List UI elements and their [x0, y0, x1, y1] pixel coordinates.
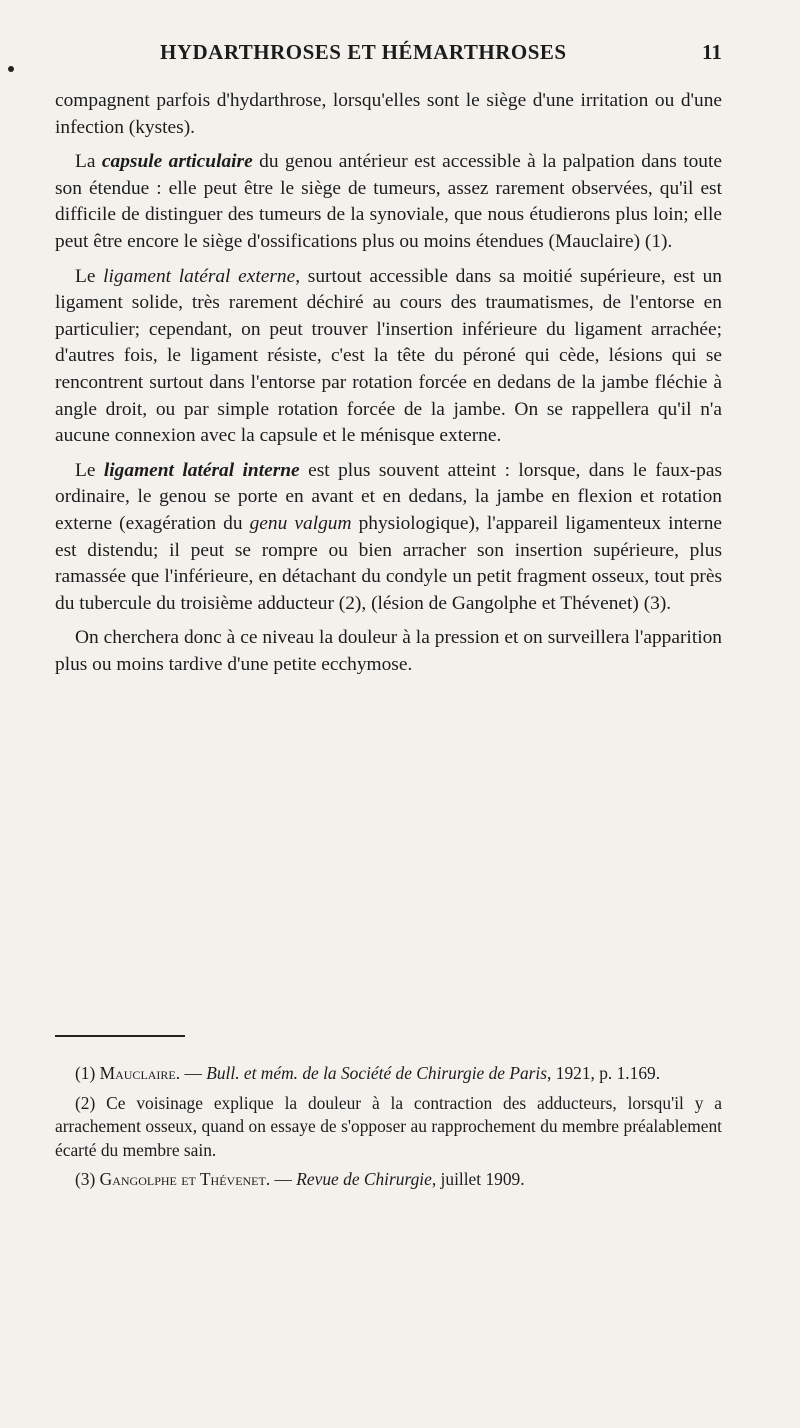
running-head: [0, 40, 800, 70]
footnote-3-author: Gangolphe et Thévenet.: [99, 1169, 271, 1189]
paragraph-2-lead: La: [75, 151, 102, 173]
footnote-3-ref: , juillet 1909.: [431, 1169, 525, 1189]
paragraph-2: [55, 149, 722, 255]
footnote-2-number: (2): [75, 1092, 107, 1113]
footnote-3-dash: —: [270, 1169, 297, 1189]
margin-dot: [8, 66, 14, 72]
term-genu-valgum: genu valgum: [249, 512, 352, 534]
footnote-1-title: Bull. et mém. de la Société de Chirurgie de Paris: [206, 1063, 548, 1083]
paragraph-5: On cherchera donc à ce niveau la douleur à la pression et on surveillera l'apparition plus ou moins tardive d'une petite ecchymose.: [55, 627, 722, 675]
footnote-1-ref: , 1921, p. 1.169.: [547, 1063, 661, 1083]
term-capsule-articulaire: capsule articulaire: [101, 151, 253, 173]
footnote-3-number: (3): [75, 1169, 100, 1189]
paragraph-4-text-a: est plus souvent atteint : lorsque, dans le faux-pas ordinaire, le genou se porte en avant et en dedans, la jambe en flexion et rotation externe (exagération du: [55, 459, 722, 534]
footnote-1: [55, 1062, 722, 1086]
footnote-1-dash: —: [180, 1063, 207, 1083]
page-number: 11: [702, 40, 722, 64]
paragraph-3: [55, 264, 722, 450]
paragraph-4-text-b: physiologique), l'appareil ligamenteux interne est distendu; il peut se rompre ou bien arracher son insertion supérieure, plus ramassée que l'inférieure, en détachant du condyle un petit fragment osseux, tout près du tubercule du troisième adducteur (2), (lésion de Gangolphe et Thévenet) (3).: [55, 512, 723, 614]
footnote-1-author: Mauclaire.: [99, 1063, 181, 1083]
body-text: [55, 88, 722, 678]
term-ligament-lateral-externe: ligament latéral externe: [103, 265, 296, 287]
term-ligament-lateral-interne: ligament latéral interne: [103, 459, 300, 481]
paragraph-2-text: du genou antérieur est accessible à la palpation dans toute son étendue : elle peut être le siège de tumeurs, assez rarement observées, qu'il est difficile de distinguer des tumeurs de la synoviale, que nous étudierons plus loin; elle peut être encore le siège d'ossifications plus ou moins étendues (Mauclaire) (1).: [55, 151, 722, 252]
paragraph-4-lead: Le: [75, 459, 104, 481]
footnote-rule: [55, 1035, 185, 1037]
paragraph-3-lead: Le: [75, 265, 104, 287]
footnotes: [55, 1062, 722, 1198]
running-title: HYDARTHROSES ET HÉMARTHROSES: [160, 40, 567, 64]
paragraph-3-text: , surtout accessible dans sa moitié supérieure, est un ligament solide, très rarement déchiré au cours des traumatismes, de l'entorse en particulier; cependant, on peut trouver l'insertion inférieure du ligament arrachée; d'autres fois, le ligament résiste, c'est la tête du péroné qui cède, lésions qui se rencontrent surtout dans l'entorse par rotation forcée en dedans de la jambe fléchie à angle droit, ou par simple rotation forcée de la jambe. On se rappellera qu'il n'a aucune connexion avec la capsule et le ménisque externe.: [55, 265, 722, 447]
paragraph-4: [55, 458, 722, 618]
footnote-2-text: Ce voisinage explique la douleur à la contraction des adducteurs, lorsqu'il y a arrachement osseux, quand on essaye de s'opposer au rapprochement du membre préalablement écarté du membre sain.: [55, 1092, 722, 1160]
footnote-2: [55, 1092, 722, 1163]
footnote-3: [55, 1168, 722, 1192]
footnote-3-title: Revue de Chirurgie: [296, 1169, 432, 1189]
paragraph-1: compagnent parfois d'hydarthrose, lorsqu'elles sont le siège d'une irritation ou d'une infection (kystes).: [55, 90, 722, 138]
footnote-1-number: (1): [75, 1063, 100, 1083]
